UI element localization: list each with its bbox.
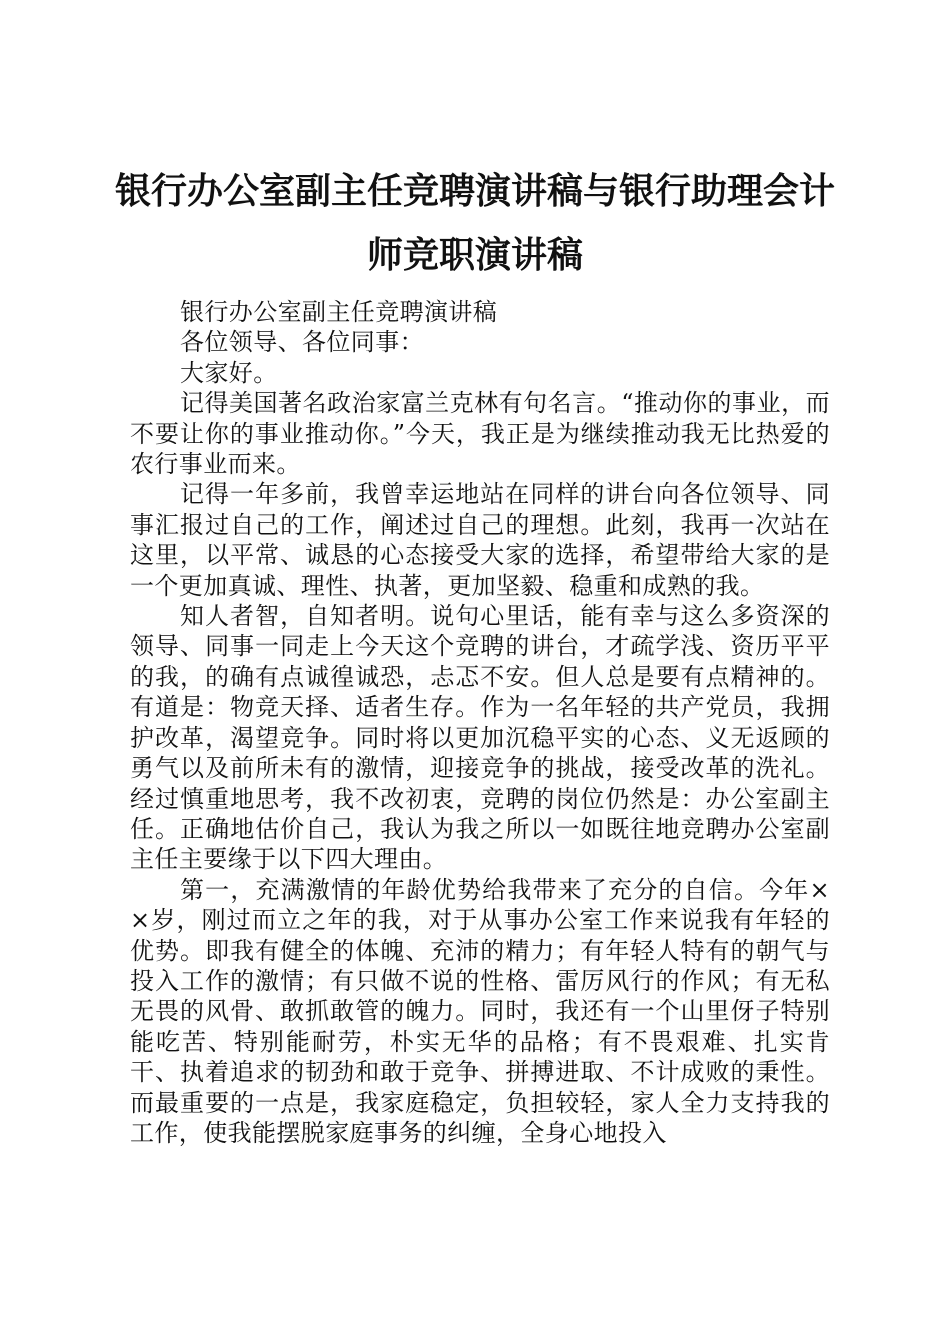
paragraph: 第一，充满激情的年龄优势给我带来了充分的自信。今年××岁，刚过而立之年的我，对于从事办公室工作来说我有年轻的优势。即我有健全的体魄、充沛的精力；有年轻人特有的朝气与投入工作的激情；有只做不说的性格、雷厉风行的作风；有无私无畏的风骨、敢抓敢管的魄力。同时，我还有一个山里伢子特别能吃苦、特别能耐劳，朴实无华的品格；有不畏艰难、扎实肯干、执着追求的韧劲和敢于竞争、拼搏进取、不计成败的秉性。而最重要的一点是，我家庭稳定，负担较轻，家人全力支持我的工作，使我能摆脱家庭事务的纠缠，全身心地投入 [130, 875, 830, 1147]
paragraph: 记得美国著名政治家富兰克林有句名言。“推动你的事业，而不要让你的事业推动你。”今天，我正是为继续推动我无比热爱的农行事业而来。 [130, 389, 830, 479]
paragraph-greeting: 大家好。 [180, 358, 278, 387]
document-title: 银行办公室副主任竞聘演讲稿与银行助理会计师竞职演讲稿 [114, 171, 835, 276]
paragraph: 知人者智，自知者明。说句心里话，能有幸与这么多资深的领导、同事一同走上今天这个竞聘的讲台，才疏学浅、资历平平的我，的确有点诚徨诚恐，忐忑不安。但人总是要有点精神的。有道是：物竞天择、适者生存。作为一名年轻的共产党员，我拥护改革，渴望竞争。同时将以更加沉稳平实的心态、义无返顾的勇气以及前所未有的激情，迎接竞争的挑战，接受改革的洗礼。经过慎重地思考，我不改初衷，竞聘的岗位仍然是：办公室副主任。正确地估价自己，我认为我之所以一如既往地竞聘办公室副主任主要缘于以下四大理由。 [130, 602, 830, 874]
paragraph: 记得一年多前，我曾幸运地站在同样的讲台向各位领导、同事汇报过自己的工作，阐述过自己的理想。此刻，我再一次站在这里，以平常、诚恳的心态接受大家的选择，希望带给大家的是一个更加真诚、理性、执著，更加坚毅、稳重和成熟的我。 [130, 480, 830, 600]
document-body [130, 297, 830, 1148]
paragraph-salutation: 各位领导、各位同事： [180, 328, 424, 357]
paragraph-subtitle: 银行办公室副主任竞聘演讲稿 [180, 298, 498, 326]
